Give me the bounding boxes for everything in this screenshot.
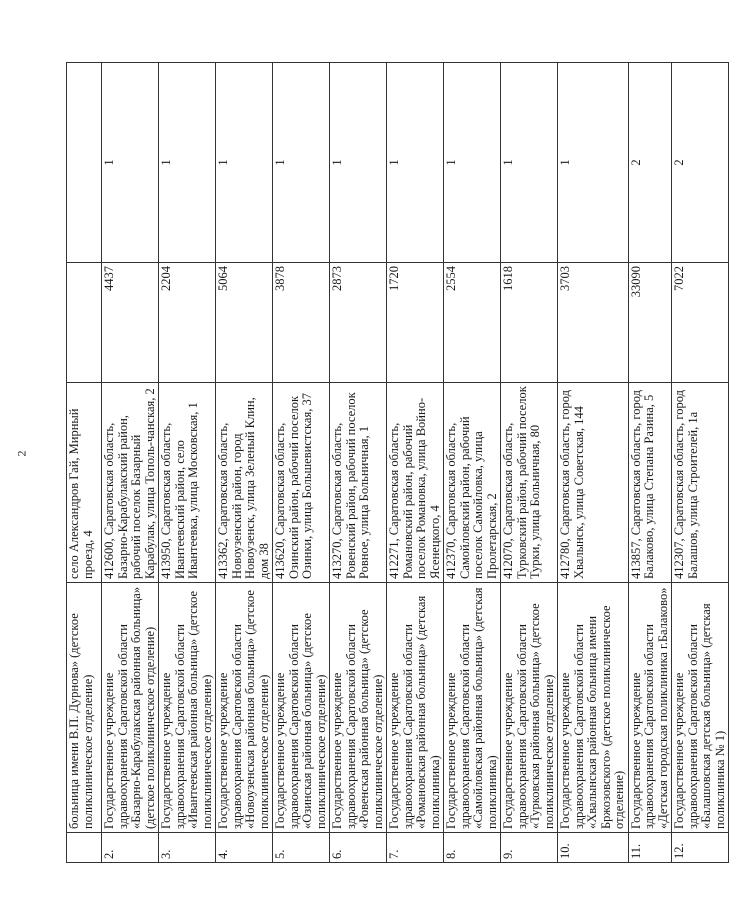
population-value: 33090 — [628, 263, 672, 383]
facility-name: Государственное учреждение здравоохранения Саратовской области «Новоузенская районная больница» (детское поликлиническое отделение) — [216, 583, 273, 833]
count-value — [67, 63, 102, 263]
facility-name: Государственное учреждение здравоохранения Саратовской области «Ивантеевская районная больница» (детское поликлиническое отделение) — [159, 583, 216, 833]
row-number: 10. — [558, 833, 629, 863]
facility-address: 412307, Саратовская область, город Балашов, улица Строителей, 1а — [672, 383, 729, 583]
table-row — [558, 63, 629, 863]
count-value: 2 — [628, 63, 672, 263]
count-value: 1 — [102, 63, 159, 263]
table-row — [67, 63, 102, 863]
table-row — [216, 63, 273, 863]
facility-name: Государственное учреждение здравоохранения Саратовской области «Романовская районная больница» (детская поликлиника) — [387, 583, 444, 833]
population-value: 1720 — [387, 263, 444, 383]
table-row — [628, 63, 672, 863]
population-value: 5064 — [216, 263, 273, 383]
row-number: 11. — [628, 833, 672, 863]
facility-name: Государственное учреждение здравоохранения Саратовской области «Турковская районная больница» (детское поликлиническое отделение) — [501, 583, 558, 833]
count-value: 1 — [558, 63, 629, 263]
population-value: 2554 — [444, 263, 501, 383]
facility-address: 412600, Саратовская область, Базарно-Карабулакский район, рабочий поселок Базарный Карабулак, улица Тополь-чанская, 2 — [102, 383, 159, 583]
population-value: 4437 — [102, 263, 159, 383]
population-value: 2873 — [330, 263, 387, 383]
population-value — [67, 263, 102, 383]
population-value: 7022 — [672, 263, 729, 383]
count-value: 1 — [330, 63, 387, 263]
facility-address: 412370, Саратовская область, Самойловский район, рабочий поселок Самойловка, улица Пролетарская, 2 — [444, 383, 501, 583]
facility-address: 413950, Саратовская область, Ивантеевский район, село Ивантеевка, улица Московская, 1 — [159, 383, 216, 583]
row-number: 4. — [216, 833, 273, 863]
count-value: 1 — [501, 63, 558, 263]
population-value: 2204 — [159, 263, 216, 383]
facility-address: 413362, Саратовская область, Новоузенский район, город Новоузенск, улица Зеленый Клин, дом 38 — [216, 383, 273, 583]
row-number: 9. — [501, 833, 558, 863]
row-number: 5. — [273, 833, 330, 863]
row-number: 12. — [672, 833, 729, 863]
count-value: 1 — [216, 63, 273, 263]
table-row — [444, 63, 501, 863]
facility-address: 412271, Саратовская область, Романовский район, рабочий поселок Романовка, улица Войно-Ясенецкого, 4 — [387, 383, 444, 583]
table-row — [273, 63, 330, 863]
facility-table — [66, 62, 729, 863]
table-row — [159, 63, 216, 863]
facility-name: Государственное учреждение здравоохранения Саратовской области «Ровенская районная больница» (детское поликлиническое отделение) — [330, 583, 387, 833]
facility-address: село Александров Гай, Мирный проезд, 4 — [67, 383, 102, 583]
count-value: 1 — [444, 63, 501, 263]
table-row — [672, 63, 729, 863]
facility-name: Государственное учреждение здравоохранения Саратовской области «Хвалынская районная больница имени Бржозовского» (детское поликлиническое отделение) — [558, 583, 629, 833]
row-number: 6. — [330, 833, 387, 863]
row-number: 8. — [444, 833, 501, 863]
row-number: 2. — [102, 833, 159, 863]
facility-name: больница имени В.П. Дурнова» (детское поликлиническое отделение) — [67, 583, 102, 833]
population-value: 3703 — [558, 263, 629, 383]
count-value: 1 — [159, 63, 216, 263]
facility-address: 412780, Саратовская область, город Хвалынск, улица Советская, 144 — [558, 383, 629, 583]
count-value: 1 — [273, 63, 330, 263]
facility-address: 413857, Саратовская область, город Балаково, улица Степана Разина, 5 — [628, 383, 672, 583]
count-value: 1 — [387, 63, 444, 263]
table-row — [330, 63, 387, 863]
facility-address: 413620, Саратовская область, Озинский район, рабочий поселок Озинки, улица Большевистская, 37 — [273, 383, 330, 583]
facility-name: Государственное учреждение здравоохранения Саратовской области «Базарно-Карабулакская районная больница» (детское поликлиническое отделение) — [102, 583, 159, 833]
count-value: 2 — [672, 63, 729, 263]
facility-name: Государственное учреждение здравоохранения Саратовской области «Балашовская детская больница» (детская поликлиника № 1) — [672, 583, 729, 833]
facility-address: 413270, Саратовская область, Ровенский район, рабочий поселок Ровное, улица Больничная, 1 — [330, 383, 387, 583]
page-number: 2 — [14, 450, 29, 457]
row-number: 7. — [387, 833, 444, 863]
facility-name: Государственное учреждение здравоохранения Саратовской области «Озинская районная больница» (детское поликлиническое отделение) — [273, 583, 330, 833]
row-number — [67, 833, 102, 863]
table-row — [501, 63, 558, 863]
table-row — [102, 63, 159, 863]
rotated-table-container — [66, 63, 727, 863]
population-value: 3878 — [273, 263, 330, 383]
row-number: 3. — [159, 833, 216, 863]
facility-address: 412070, Саратовская область, Турковский район, рабочий поселок Турки, улица Больничная, 80 — [501, 383, 558, 583]
facility-name: Государственное учреждение здравоохранения Саратовской области «Детская городская поликлиника г.Балаково» — [628, 583, 672, 833]
population-value: 1618 — [501, 263, 558, 383]
facility-name: Государственное учреждение здравоохранения Саратовской области «Самойловская районная больница» (детская поликлиника) — [444, 583, 501, 833]
table-row — [387, 63, 444, 863]
